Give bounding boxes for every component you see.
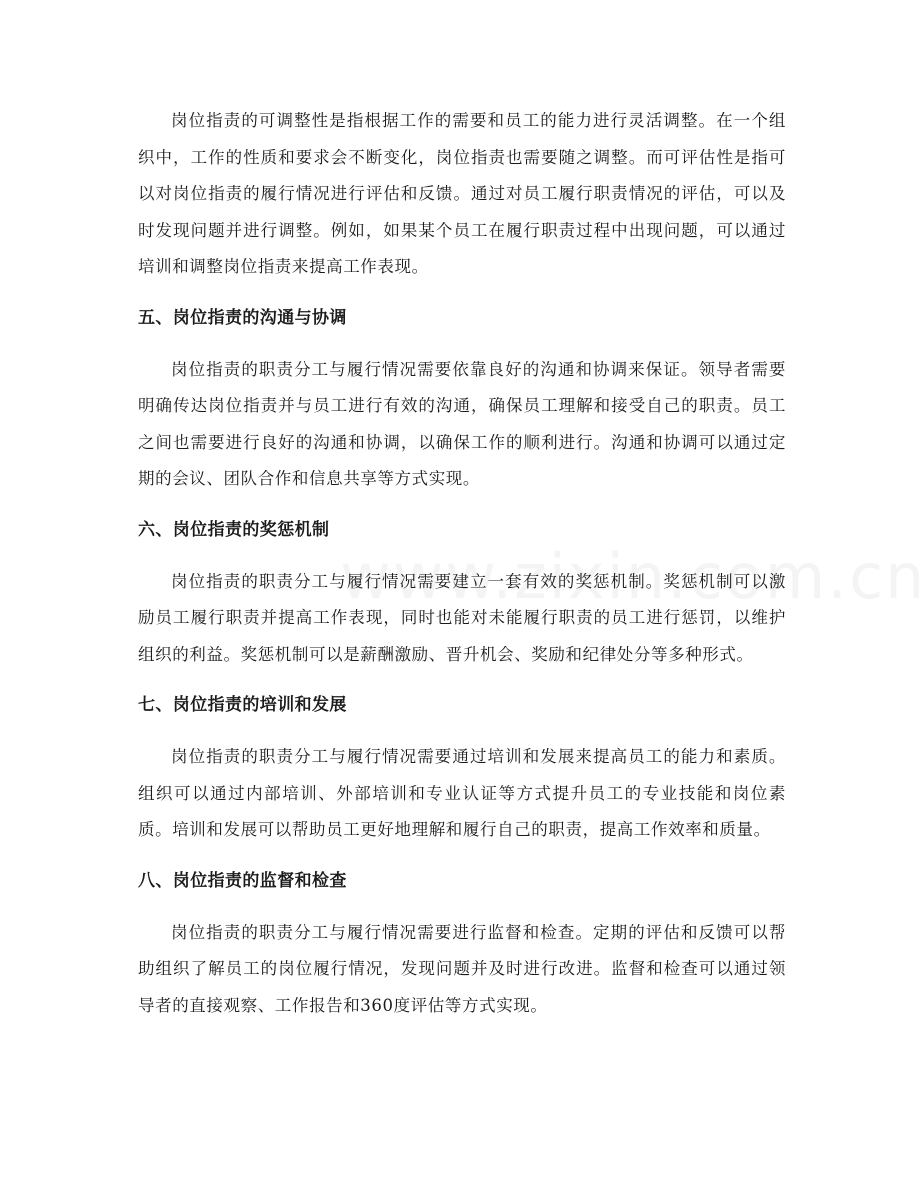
section-heading-6: 六、岗位指责的奖惩机制 bbox=[138, 519, 330, 540]
section-paragraph-6: 岗位指责的职责分工与履行情况需要建立一套有效的奖惩机制。奖惩机制可以激励员工履行职责并提高工作表现，同时也能对未能履行职责的员工进行惩罚，以维护组织的利益。奖惩机制可以是薪酬激励、晋升机会、奖励和纪律处分等多种形式。 bbox=[138, 571, 786, 664]
section-paragraph-8: 岗位指责的职责分工与履行情况需要进行监督和检查。定期的评估和反馈可以帮助组织了解员工的岗位履行情况，发现问题并及时进行改进。监督和检查可以通过领导者的直接观察、工作报告和360度评估等方式实现。 bbox=[138, 922, 786, 1015]
section-heading-8: 八、岗位指责的监督和检查 bbox=[138, 870, 347, 891]
section-heading-5: 五、岗位指责的沟通与协调 bbox=[138, 307, 347, 328]
intro-paragraph: 岗位指责的可调整性是指根据工作的需要和员工的能力进行灵活调整。在一个组织中，工作的性质和要求会不断变化，岗位指责也需要随之调整。而可评估性是指可以对岗位指责的履行情况进行评估和反馈。通过对员工履行职责情况的评估，可以及时发现问题并进行调整。例如，如果某个员工在履行职责过程中出现问题，可以通过培训和调整岗位指责来提高工作表现。 bbox=[138, 111, 786, 276]
section-paragraph-5: 岗位指责的职责分工与履行情况需要依靠良好的沟通和协调来保证。领导者需要明确传达岗位指责并与员工进行有效的沟通，确保员工理解和接受自己的职责。员工之间也需要进行良好的沟通和协调，以确保工作的顺利进行。沟通和协调可以通过定期的会议、团队合作和信息共享等方式实现。 bbox=[138, 359, 786, 488]
section-paragraph-7: 岗位指责的职责分工与履行情况需要通过培训和发展来提高员工的能力和素质。组织可以通过内部培训、外部培训和专业认证等方式提升员工的专业技能和岗位素质。培训和发展可以帮助员工更好地理解和履行自己的职责，提高工作效率和质量。 bbox=[138, 747, 786, 839]
section-heading-7: 七、岗位指责的培训和发展 bbox=[138, 695, 347, 715]
document-body bbox=[138, 103, 786, 1024]
